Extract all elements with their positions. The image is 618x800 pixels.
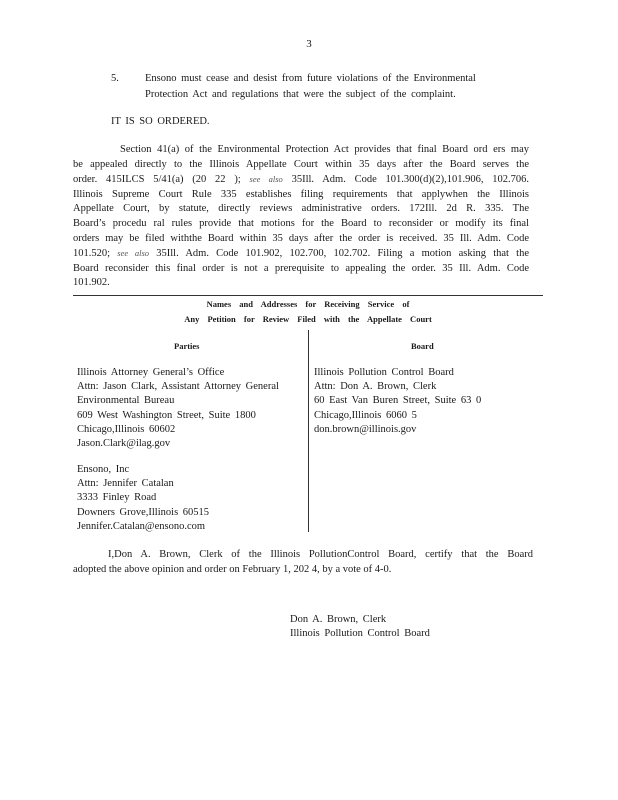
board-address-line: 60 East Van Buren Street, Suite 63 0 <box>314 395 482 407</box>
see-also-italic: see also <box>249 174 283 185</box>
board-email: don.brown@illinois.gov <box>314 423 417 435</box>
section-divider <box>73 295 543 296</box>
party-address-line: 3333 Finley Road <box>77 492 157 504</box>
appeal-line-8 <box>73 246 529 262</box>
parties-column-heading: Parties <box>174 341 200 351</box>
party-address-line: Downers Grove,Illinois 60515 <box>77 506 210 518</box>
party-address-line: Chicago,Illinois 60602 <box>77 423 176 435</box>
service-table-header-line-1: Names and Addresses for Receiving Service of <box>206 299 410 309</box>
appeal-line-5: Appellate Court, by statute, directly reviews administrative orders. 172Ill. 2d R. 335. The <box>73 203 529 215</box>
so-ordered-statement: IT IS SO ORDERED. <box>111 116 210 127</box>
appeal-line-1: Section 41(a) of the Environmental Protection Act provides that final Board ord ers may <box>120 144 529 155</box>
party-address-line: Environmental Bureau <box>77 395 175 407</box>
see-also-italic: see also <box>117 248 150 259</box>
party-address-ensono <box>77 463 209 534</box>
signature-title: Illinois Pollution Control Board <box>290 628 430 640</box>
appeal-line-7: orders may be filed withthe Board within 35 days after the order is received. 35 Ill. Adm. Code <box>73 232 529 244</box>
appeal-line-8-a: 101.520; <box>73 248 111 260</box>
party-address-line: Ensono, Inc <box>77 464 130 475</box>
appeal-line-3-a: order. 415ILCS 5/41(a) (20 22 ); <box>73 174 241 186</box>
party-email: Jason.Clark@ilag.gov <box>77 438 171 450</box>
appeal-line-6: Board’s procedu ral rules provide that motions for the Board to reconsider or modify its final <box>73 217 529 229</box>
board-address-line: Chicago,Illinois 6060 5 <box>314 409 417 421</box>
column-divider <box>308 330 309 532</box>
appeal-line-9: Board reconsider this final order is not a prerequisite to appealing the order. 35 Ill. Adm. Code <box>73 262 529 274</box>
party-address-line: Attn: Jason Clark, Assistant Attorney General <box>77 381 279 393</box>
board-address-line: Illinois Pollution Control Board <box>314 367 454 378</box>
order-item-text-line-1: Ensono must cease and desist from future violations of the Environmental <box>145 73 476 84</box>
party-address-line: Attn: Jennifer Catalan <box>77 478 174 490</box>
appeal-line-3 <box>73 172 529 188</box>
board-address <box>314 366 481 437</box>
signature-block <box>290 613 430 641</box>
signature-name: Don A. Brown, Clerk <box>290 614 387 625</box>
certification-line-1: I,Don A. Brown, Clerk of the Illinois PollutionControl Board, certify that the Board <box>108 549 533 560</box>
appeal-line-10: 101.902. <box>73 277 110 289</box>
appeal-line-4: Illinois Supreme Court Rule 335 establishes filing requirements that applywhen the Illinois <box>73 188 529 200</box>
board-column-heading: Board <box>411 341 434 351</box>
service-table-header-line-2: Any Petition for Review Filed with the Appellate Court <box>184 314 432 324</box>
appeal-paragraph <box>73 143 529 291</box>
party-address-attorney-general <box>77 366 279 451</box>
appeal-line-2: be appealed directly to the Illinois Appellate Court within 35 days after the Board serves the <box>73 158 529 170</box>
appeal-line-8-b: 35Ill. Adm. Code 101.902, 102.700, 102.702. Filing a motion asking that the <box>156 248 530 260</box>
certification-line-2: adopted the above opinion and order on February 1, 202 4, by a vote of 4-0. <box>73 563 392 575</box>
page-number: 3 <box>306 38 312 50</box>
party-email: Jennifer.Catalan@ensono.com <box>77 520 206 532</box>
order-item-number: 5. <box>111 73 119 84</box>
appeal-line-3-b: 35Ill. Adm. Code 101.300(d)(2),101.906, 102.706. <box>291 174 530 186</box>
party-address-line: 609 West Washington Street, Suite 1800 <box>77 409 256 421</box>
certification-paragraph <box>73 548 533 577</box>
order-item-text-line-2: Protection Act and regulations that were the subject of the complaint. <box>145 89 456 100</box>
party-address-line: Illinois Attorney General’s Office <box>77 367 225 378</box>
board-address-line: Attn: Don A. Brown, Clerk <box>314 381 437 393</box>
